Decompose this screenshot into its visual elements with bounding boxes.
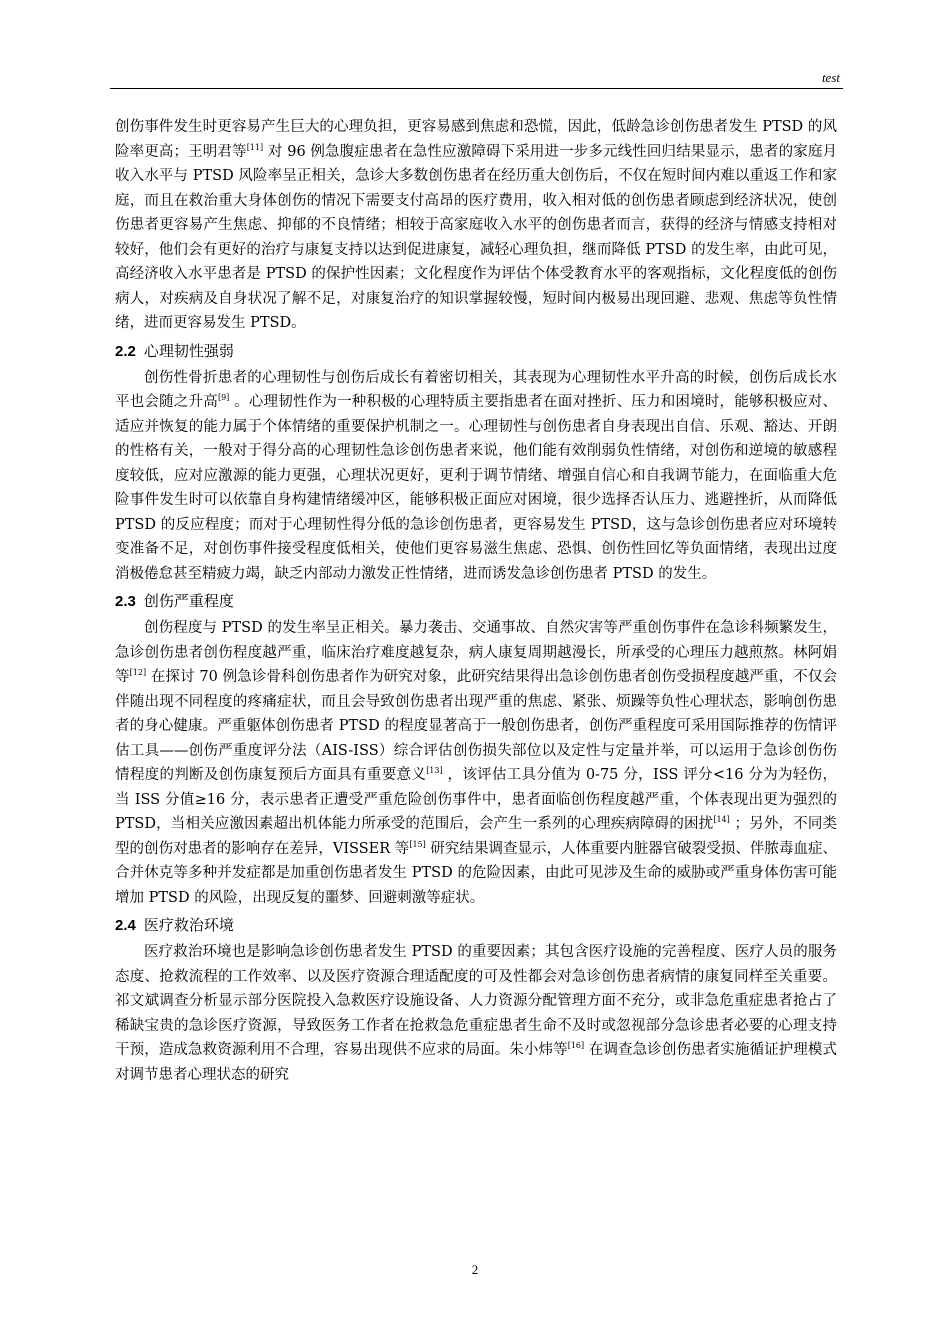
text-run: 创伤程度与 PTSD 的发生率呈正相关。暴力袭击、交通事故、自然灾害等严重创伤事件在急诊科频繁发生，急诊创伤患者创伤程度越严重，临床治疗难度越复杂，病人康复周期越漫长，所承受的心理压力越煎熬。林阿娟等 bbox=[115, 620, 837, 685]
text-run: 在探讨 70 例急诊骨科创伤患者作为研究对象，此研究结果得出急诊创伤患者创伤受损程度越严重，不仅会伴随出现不同程度的疼痛症状，而且会导致创伤患者出现严重的焦虑、紧张、烦躁等负性心理状态，影响创伤患者的身心健康。严重躯体创伤患者 PTSD 的程度显著高于一般创伤患者，创伤严重程度可采用国际推荐的伤情评估工具——创伤严重度评分法（AIS-ISS）综合评估创伤损失部位以及定性与定量并举，可以运用于急诊创伤伤情程度的判断及创伤康复预后方面具有重要意义 bbox=[115, 669, 838, 783]
page-number: 2 bbox=[471, 1262, 479, 1277]
document-body bbox=[115, 115, 837, 1087]
paragraph-severity bbox=[115, 616, 837, 910]
text-run: 创伤性骨折患者的心理韧性与创伤后成长有着密切相关，其表现为心理韧性水平升高的时候，创伤后成长水平也会随之升高 bbox=[115, 369, 837, 410]
text-run: 医疗救治环境也是影响急诊创伤患者发生 PTSD 的重要因素；其包含医疗设施的完善程度、医疗人员的服务态度、抢救流程的工作效率、以及医疗资源合理适配度的可及性都会对急诊创伤患者病情的康复同样至关重要。祁文斌调查分析显示部分医院投入急救医疗设施设备、人力资源分配管理方面不充分，或非急危重症患者抢占了稀缺宝贵的急诊医疗资源，导致医务工作者在抢救急危重症患者生命不及时或忽视部分急诊患者必要的心理支持干预，造成急救资源利用不合理，容易出现供不应求的局面。朱小炜等 bbox=[115, 944, 837, 1058]
section-title: 心理韧性强弱 bbox=[143, 341, 234, 360]
citation: [14] bbox=[713, 815, 730, 824]
citation: [15] bbox=[409, 839, 426, 849]
header-divider bbox=[110, 88, 843, 89]
paragraph-continued bbox=[115, 115, 837, 336]
citation: [13] bbox=[426, 766, 443, 775]
text-run: 创伤事件发生时更容易产生巨大的心理负担，更容易感到焦虑和恐慌，因此，低龄急诊创伤患者发生 PTSD 的风险率更高；王明君等 bbox=[115, 119, 837, 160]
section-number: 2.4 bbox=[115, 917, 136, 934]
citation: [16] bbox=[567, 1041, 585, 1050]
text-run: 对 96 例急腹症患者在急性应激障碍下采用进一步多元线性回归结果显示，患者的家庭月收入水平与 PTSD 风险率呈正相关，急诊大多数创伤患者在经历重大创伤后，不仅在短时间内难以重返工作和家庭，而且在救治重大身体创伤的情况下需要支付高昂的医疗费用，收入相对低的创伤患者顾虑到经济状况，使创伤患者更容易产生焦虑、抑郁的不良情绪；相较于高家庭收入水平的创伤患者而言，获得的经济与情感支持相对较好，他们会有更好的治疗与康复支持以达到促进康复，减轻心理负担，继而降低 PTSD 的发生率，由此可见，高经济收入水平患者是 PTSD 的保护性因素；文化程度作为评估个体受教育水平的客观指标，文化程度低的创伤病人，对疾病及自身状况了解不足，对康复治疗的知识掌握较慢，短时间内极易出现回避、悲观、焦虑等负性情绪，进而更容易发生 PTSD。 bbox=[115, 143, 838, 331]
section-title: 医疗救治环境 bbox=[143, 916, 234, 934]
paragraph-resilience bbox=[115, 366, 837, 587]
section-heading-2-3 bbox=[115, 589, 837, 614]
section-heading-2-2 bbox=[115, 339, 837, 364]
text-run: 。心理韧性作为一种积极的心理特质主要指患者在面对挫折、压力和困境时，能够积极应对、适应并恢复的能力属于个体情绪的重要保护机制之一。心理韧性与创伤患者自身表现出自信、乐观、豁达、开朗的性格有关，一般对于得分高的心理韧性急诊创伤患者来说，他们能有效削弱负性情绪，对创伤和逆境的敏感程度较低，应对应激源的能力更强，心理状况更好，更利于调节情绪、增强自信心和自我调节能力，在面临重大危险事件发生时可以依靠自身构建情绪缓冲区，能够积极正面应对困境，很少选择否认压力、逃避挫折，从而降低 PTSD 的反应程度；而对于心理韧性得分低的急诊创伤患者，更容易发生 PTSD，这与急诊创伤患者应对环境转变准备不足，对创伤事件接受程度低相关，使他们更容易滋生焦虑、恐惧、创伤性回忆等负面情绪，表现出过度消极倦怠甚至精疲力竭，缺乏内部动力激发正性情绪，进而诱发急诊创伤患者 PTSD 的发生。 bbox=[115, 394, 837, 582]
section-number: 2.3 bbox=[115, 593, 136, 610]
section-title: 创伤严重程度 bbox=[143, 592, 234, 610]
text-run: 研究结果调查显示，人体重要内脏器官破裂受损、伴脓毒血症、合并休克等多种并发症都是加重创伤患者发生 PTSD 的危险因素，由此可见涉及生命的威胁或严重身体伤害可能增加 PTSD 的风险，出现反复的噩梦、回避刺激等症状。 bbox=[115, 840, 838, 906]
citation: [11] bbox=[246, 142, 264, 152]
text-run: 在调查急诊创伤患者实施循证护理模式对调节患者心理状态的研究 bbox=[115, 1042, 838, 1083]
citation: [12] bbox=[129, 668, 147, 677]
section-heading-2-4 bbox=[115, 913, 837, 938]
text-run: ；另外，不同类型的创伤对患者的影响存在差异，VISSER 等 bbox=[115, 816, 837, 857]
text-run: ，该评估工具分值为 0-75 分，ISS 评分<16 分为为轻伤，当 ISS 分值≥16 分，表示患者正遭受严重危险创伤事件中，患者面临创伤程度越严重，个体表现出更为强烈的 PTSD，当相关应激因素超出机体能力所承受的范围后，会产生一系列的心理疾病障碍的困扰 bbox=[115, 767, 837, 832]
section-number: 2.2 bbox=[115, 342, 136, 360]
paragraph-environment bbox=[115, 940, 837, 1087]
citation: [9] bbox=[217, 393, 230, 402]
running-header: test bbox=[821, 70, 840, 85]
